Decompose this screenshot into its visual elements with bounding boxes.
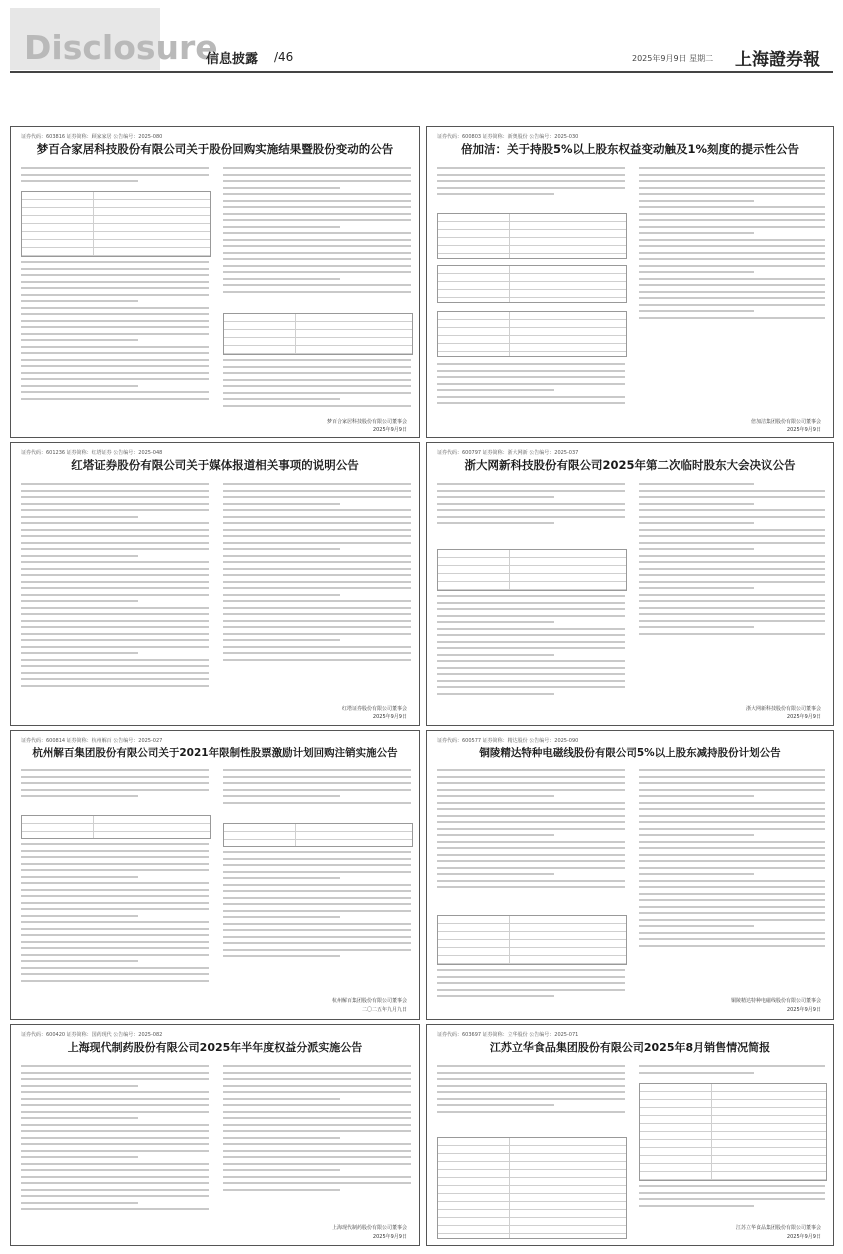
notice-headline: 浙大网新科技股份有限公司2025年第二次临时股东大会决议公告 [464, 458, 796, 472]
notice-mengbaihe [10, 126, 420, 438]
notice-meta: 证券代码：600797 证券简称：浙大网新 公告编号：2025-037 [437, 450, 579, 456]
notice-headline: 倍加洁：关于持股5%以上股东权益变动触及1%刻度的提示性公告 [460, 142, 800, 156]
notice-headline: 梦百合家居科技股份有限公司关于股份回购实施结果暨股份变动的公告 [36, 142, 394, 156]
notice-lihua-foods [426, 1024, 834, 1246]
notice-headline: 铜陵精达特种电磁线股份有限公司5%以上股东减持股份计划公告 [479, 747, 781, 759]
notice-signoff-date: 二〇二五年九月九日 [361, 1007, 407, 1013]
notice-signoff-date: 2025年9月9日 [372, 1234, 407, 1240]
notice-signoff-org: 杭州解百集团股份有限公司董事会 [331, 998, 407, 1004]
notice-signoff-org: 江苏立华食品集团股份有限公司董事会 [735, 1225, 821, 1231]
notice-body-text [21, 843, 209, 1007]
notice-body-text [639, 167, 825, 417]
notice-table [437, 213, 627, 259]
notice-meta: 证券代码：600420 证券简称：国药现代 公告编号：2025-082 [21, 1032, 163, 1038]
notice-jingda [426, 730, 834, 1020]
notice-body-text [639, 1065, 825, 1079]
notice-hongta-securities [10, 442, 420, 726]
notice-meta: 证券代码：600814 证券简称：杭州解百 公告编号：2025-027 [21, 738, 163, 744]
notice-body-text [639, 769, 825, 987]
notice-signoff-date: 2025年9月9日 [786, 1007, 821, 1013]
section-title: 信息披露 [206, 52, 259, 67]
notice-signoff-date: 2025年9月9日 [372, 714, 407, 720]
notice-body-text [21, 1065, 209, 1237]
notice-meta: 证券代码：600803 证券简称：新奥股份 公告编号：2025-030 [437, 134, 579, 140]
notice-table [437, 549, 627, 591]
notice-sales-table [437, 1137, 627, 1239]
notice-headline: 上海现代制药股份有限公司2025年半年度权益分派实施公告 [67, 1041, 363, 1054]
notice-meta: 证券代码：600577 证券简称：精达股份 公告编号：2025-090 [437, 738, 579, 744]
notice-beijiajie [426, 126, 834, 438]
notice-table [223, 313, 413, 355]
notice-body-text [437, 595, 625, 717]
notice-sales-table [639, 1083, 827, 1181]
notice-signoff-org: 倍加洁集团股份有限公司董事会 [750, 419, 821, 425]
page-number: /46 [274, 50, 294, 64]
notice-body-text [223, 1065, 411, 1215]
notice-signoff-date: 2025年9月9日 [786, 1234, 821, 1240]
notice-body-text [223, 359, 411, 419]
notice-signoff-date: 2025年9月9日 [372, 427, 407, 433]
notice-meta: 证券代码：603697 证券简称：立华股份 公告编号：2025-071 [437, 1032, 579, 1038]
notice-signoff-org: 浙大网新科技股份有限公司董事会 [745, 706, 821, 712]
notice-signoff-org: 铜陵精达特种电磁线股份有限公司董事会 [730, 998, 821, 1004]
notice-table [21, 191, 211, 257]
masthead [10, 8, 833, 78]
notice-body-text [437, 363, 625, 423]
notice-body-text [21, 167, 209, 189]
notice-body-text [437, 769, 625, 909]
notice-shanghai-modern-pharma [10, 1024, 420, 1246]
notice-signoff-org: 梦百合家居科技股份有限公司董事会 [326, 419, 407, 425]
notice-hangzhou-jiebai [10, 730, 420, 1020]
notice-table [437, 311, 627, 357]
notice-table [223, 823, 413, 847]
notice-body-text [437, 483, 625, 543]
notice-headline: 杭州解百集团股份有限公司关于2021年限制性股票激励计划回购注销实施公告 [32, 747, 398, 759]
notice-table [437, 915, 627, 965]
notice-signoff-org: 上海现代制药股份有限公司董事会 [331, 1225, 407, 1231]
notice-signoff-date: 2025年9月9日 [786, 714, 821, 720]
notice-signoff-date: 2025年9月9日 [786, 427, 821, 433]
disclosure-logo: Disclosure [24, 28, 218, 67]
notice-body-text [437, 167, 625, 207]
notice-body-text [639, 483, 825, 695]
notice-body-text [21, 769, 209, 809]
notice-headline: 江苏立华食品集团股份有限公司2025年8月销售情况简报 [489, 1041, 771, 1054]
notice-body-text [223, 851, 411, 981]
notice-body-text [437, 969, 625, 1009]
notice-headline: 红塔证券股份有限公司关于媒体报道相关事项的说明公告 [71, 458, 359, 472]
notice-body-text [223, 483, 411, 695]
notice-body-text [223, 167, 411, 307]
masthead-rule [10, 71, 833, 73]
notice-body-text [21, 483, 209, 719]
issue-date: 2025年9月9日 星期二 [632, 54, 714, 63]
notice-table [21, 815, 211, 839]
notice-body-text [21, 261, 209, 421]
notice-table [437, 265, 627, 303]
notice-signoff-org: 红塔证券股份有限公司董事会 [341, 706, 407, 712]
notice-body-text [437, 1065, 625, 1131]
notice-meta: 证券代码：601236 证券简称：红塔证券 公告编号：2025-048 [21, 450, 163, 456]
notice-body-text [639, 1185, 825, 1221]
newspaper-name: 上海證券報 [735, 50, 820, 70]
notice-meta: 证券代码：603816 证券简称：顾家家居 公告编号：2025-080 [21, 134, 163, 140]
notice-insigma [426, 442, 834, 726]
notice-body-text [223, 769, 411, 817]
